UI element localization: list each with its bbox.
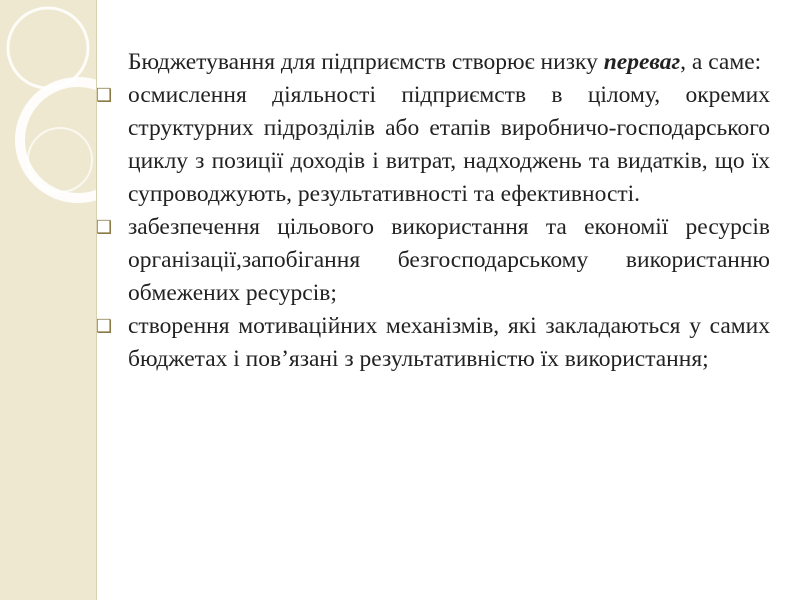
- checkmark-bullet-icon: ❑: [96, 217, 113, 238]
- bullet-text: забезпечення цільового використання та економії ресурсів організації,запобігання безгосподарському використанню обмежених ресурсів;: [128, 214, 770, 306]
- intro-paragraph: [96, 46, 770, 79]
- slide-body: [96, 46, 770, 376]
- intro-text: Бюджетування для підприємств створює низку: [128, 49, 604, 75]
- list-item: [96, 310, 770, 376]
- list-item: [96, 79, 770, 211]
- bullet-text: осмислення діяльності підприємств в цілому, окремих структурних підрозділів або етапів виробничо-господарського циклу з позиції доходів і витрат, надходжень та видатків, що їх супроводжують, результативності та ефективності.: [128, 82, 770, 207]
- checkmark-bullet-icon: ❑: [96, 85, 113, 106]
- intro-ending: , а саме:: [680, 49, 762, 75]
- decorative-circles: [0, 0, 96, 600]
- bullet-list: [96, 79, 770, 376]
- intro-emphasis: переваг: [603, 49, 681, 75]
- checkmark-bullet-icon: ❑: [96, 316, 113, 337]
- list-item: [96, 211, 770, 310]
- bullet-text: створення мотиваційних механізмів, які закладаються у самих бюджетах і пов’язані з результативністю їх використання;: [128, 313, 770, 372]
- decorative-side-band: [0, 0, 96, 600]
